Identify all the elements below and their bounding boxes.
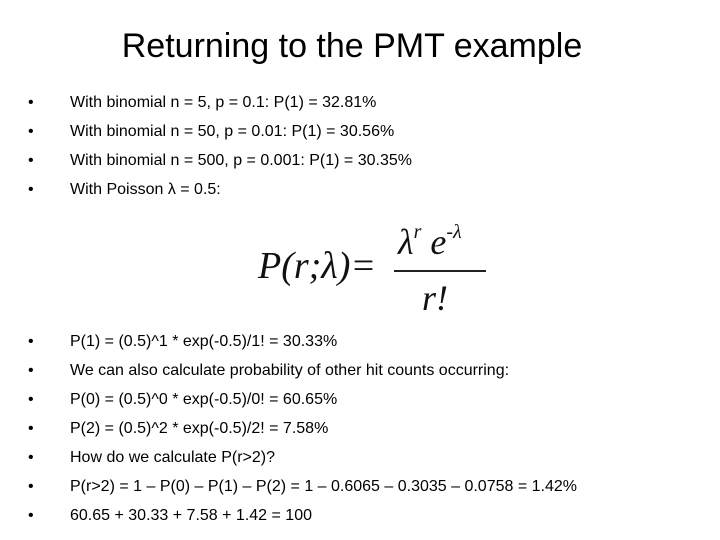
bullet-item [28,414,577,443]
bullet-icon: • [28,449,34,466]
bullet-icon: • [28,181,34,198]
bullet-text: With Poisson λ = 0.5: [70,181,221,198]
bullet-text: 60.65 + 30.33 + 7.58 + 1.42 = 100 [70,507,312,524]
bullet-item [28,175,412,204]
bullet-icon: • [28,152,34,169]
poisson-formula [258,210,490,320]
bullet-text: P(r>2) = 1 – P(0) – P(1) – P(2) = 1 – 0.6065 – 0.3035 – 0.0758 = 1.42% [70,478,577,495]
bullet-text: With binomial n = 500, p = 0.001: P(1) = 30.35% [70,152,412,169]
bullet-text: With binomial n = 50, p = 0.01: P(1) = 30.56% [70,123,395,140]
bullet-text: We can also calculate probability of other hit counts occurring: [70,362,510,379]
formula-exp-r: r [413,221,422,243]
bullet-icon: • [28,333,34,350]
bullet-icon: • [28,478,34,495]
bullet-text: P(0) = (0.5)^0 * exp(-0.5)/0! = 60.65% [70,391,338,408]
bullet-item [28,117,412,146]
formula-exp-lambda: -λ [446,221,462,243]
bullet-item [28,356,577,385]
bullet-item [28,472,577,501]
slide-title: Returning to the PMT example [121,27,583,65]
bullet-text: With binomial n = 5, p = 0.1: P(1) = 32.81% [70,94,377,111]
bullet-list-bottom [28,327,577,530]
formula-denominator: r! [422,278,448,318]
bullet-text: P(1) = (0.5)^1 * exp(-0.5)/1! = 30.33% [70,333,338,350]
bullet-icon: • [28,420,34,437]
formula-lhs: P(r;λ)= [258,245,377,287]
bullet-icon: • [28,362,34,379]
bullet-list-top [28,88,412,204]
bullet-item [28,88,412,117]
bullet-icon: • [28,94,34,111]
bullet-icon: • [28,391,34,408]
bullet-text: P(2) = (0.5)^2 * exp(-0.5)/2! = 7.58% [70,420,329,437]
bullet-item [28,443,577,472]
formula-numerator [398,210,462,264]
bullet-icon: • [28,507,34,524]
bullet-icon: • [28,123,34,140]
formula-lambda: λ [398,222,414,262]
bullet-item [28,385,577,414]
formula-e: e [421,222,447,262]
bullet-item [28,501,577,530]
bullet-item [28,327,577,356]
bullet-text: How do we calculate P(r>2)? [70,449,275,466]
bullet-item [28,146,412,175]
fraction-bar [394,270,486,272]
